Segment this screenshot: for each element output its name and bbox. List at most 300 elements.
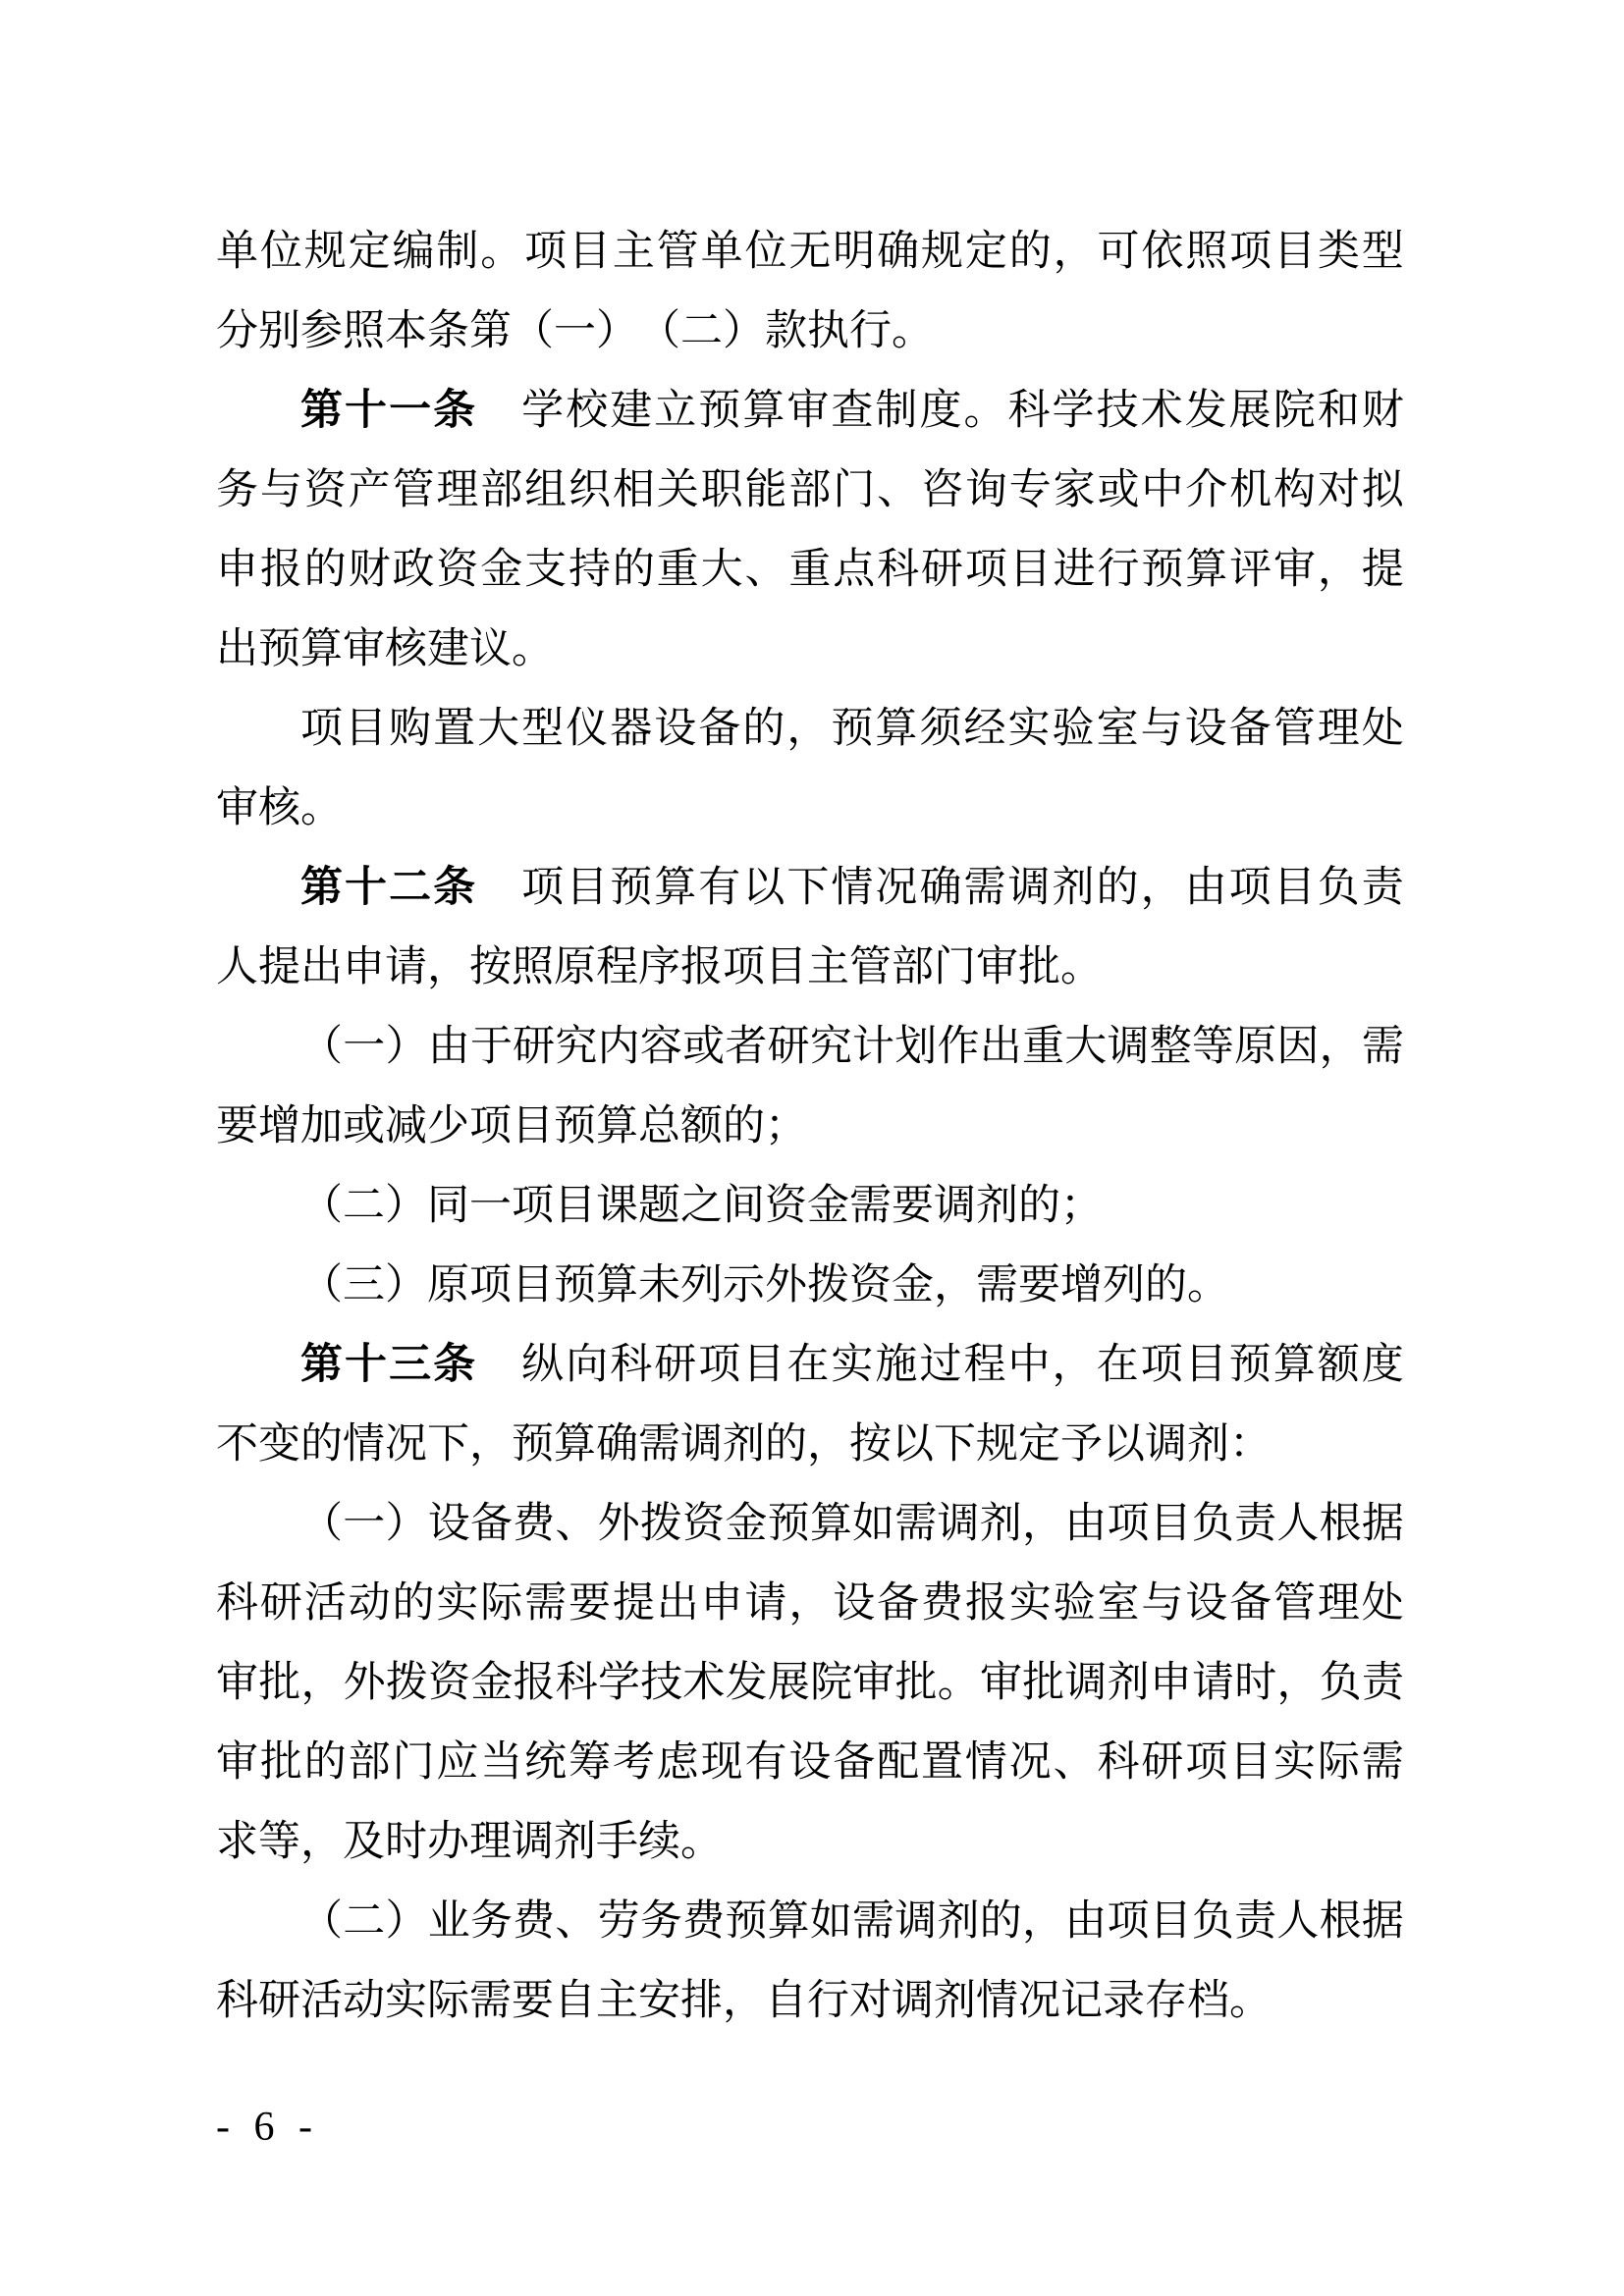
char-glyph: 责: [1361, 1660, 1404, 1706]
text-line: [216, 1246, 1404, 1325]
char-glyph: 设: [1184, 706, 1227, 752]
char-glyph: 要: [1018, 1262, 1060, 1308]
char-glyph: 作: [937, 1024, 980, 1070]
char-glyph: 目: [765, 944, 807, 990]
char-glyph: ；: [1060, 1183, 1103, 1229]
char-glyph: 算: [554, 1421, 596, 1468]
char-glyph: 由: [427, 1024, 470, 1070]
text-line: [216, 1007, 1404, 1087]
char-glyph: 剂: [1187, 1421, 1229, 1468]
char-glyph: 下: [427, 1421, 469, 1468]
char-glyph: 求: [216, 1819, 258, 1865]
char-glyph: 于: [469, 1024, 513, 1070]
char-glyph: 重: [788, 547, 832, 593]
char-glyph: 经: [963, 706, 1006, 752]
char-glyph: ，: [788, 1580, 832, 1627]
char-glyph: 要: [892, 1183, 934, 1229]
char-glyph: 持: [568, 547, 611, 593]
char-glyph: 核: [258, 785, 300, 831]
char-glyph: 机: [1229, 467, 1272, 513]
char-glyph: 内: [597, 1024, 640, 1070]
char-glyph: 与: [259, 467, 302, 513]
char-glyph: 调: [512, 1819, 554, 1865]
char-glyph: 点: [833, 547, 876, 593]
char-glyph: 位: [744, 229, 787, 275]
char-glyph: 剂: [723, 1421, 765, 1468]
char-glyph: ，: [1317, 547, 1360, 593]
char-glyph: 算: [875, 706, 918, 752]
char-glyph: 研: [1141, 1739, 1184, 1786]
char-glyph: 考: [612, 1739, 655, 1786]
char-glyph: 由: [1184, 865, 1227, 911]
char-glyph: 政: [392, 547, 435, 593]
char-glyph: 第: [300, 388, 343, 434]
text-line: [216, 1643, 1404, 1723]
char-glyph: 时: [385, 1819, 427, 1865]
char-glyph: 项: [1229, 229, 1272, 275]
char-glyph: 条: [433, 388, 476, 434]
char-glyph: 拨: [639, 1501, 682, 1547]
char-glyph: 金: [807, 1183, 849, 1229]
char-glyph: 财: [1361, 388, 1404, 434]
char-glyph: 预: [725, 1898, 768, 1945]
char-glyph: 和: [1317, 388, 1360, 434]
char-glyph: 行: [1097, 547, 1140, 593]
char-glyph: ，: [1140, 865, 1183, 911]
char-glyph: 研: [921, 547, 963, 593]
char-glyph: 需: [469, 1978, 512, 2024]
char-glyph: 别: [258, 308, 300, 354]
text-line: [216, 1087, 1404, 1166]
char-glyph: 调: [680, 1421, 723, 1468]
char-glyph: 照: [1185, 229, 1228, 275]
char-glyph: 制: [875, 388, 918, 434]
char-glyph: 对: [1317, 467, 1360, 513]
char-glyph: 设: [788, 1739, 832, 1786]
char-glyph: 。: [680, 1819, 723, 1865]
char-glyph: 项: [1107, 1898, 1150, 1945]
char-glyph: 主: [612, 229, 655, 275]
char-glyph: 二: [389, 865, 432, 911]
char-glyph: 金: [725, 1501, 768, 1547]
char-glyph: [477, 390, 519, 432]
char-glyph: 算: [596, 1262, 638, 1308]
char-glyph: 定: [348, 229, 391, 275]
char-glyph: 备: [1229, 1580, 1272, 1627]
text-line: [216, 1723, 1404, 1802]
char-glyph: 目: [554, 1183, 596, 1229]
char-glyph: 相: [612, 467, 655, 513]
char-glyph: 续: [638, 1819, 680, 1865]
char-glyph: 等: [1191, 1024, 1234, 1070]
char-glyph: ）: [596, 308, 638, 354]
char-glyph: 出: [300, 944, 343, 990]
char-glyph: 自: [554, 1978, 596, 2024]
char-glyph: ）: [385, 1183, 427, 1229]
char-glyph: 的: [979, 1898, 1022, 1945]
char-glyph: 责: [1361, 865, 1404, 911]
char-glyph: [477, 867, 519, 909]
char-glyph: 管: [656, 229, 699, 275]
char-glyph: 拨: [385, 1660, 428, 1706]
char-glyph: 与: [1140, 706, 1183, 752]
char-glyph: 目: [512, 1103, 554, 1149]
char-glyph: 资: [849, 1262, 892, 1308]
char-glyph: 主: [807, 944, 849, 990]
char-glyph: 核: [385, 626, 427, 672]
char-glyph: 备: [698, 706, 741, 752]
char-glyph: 予: [1060, 1421, 1103, 1468]
char-glyph: 度: [1361, 1342, 1404, 1388]
char-glyph: 调: [1145, 1421, 1187, 1468]
char-glyph: 由: [1064, 1501, 1108, 1547]
char-glyph: 批: [258, 1660, 301, 1706]
char-glyph: 。: [1229, 1978, 1272, 2024]
char-glyph: 原: [427, 1262, 469, 1308]
char-glyph: 部: [892, 944, 934, 990]
char-glyph: 活: [303, 1580, 347, 1627]
char-glyph: 部: [480, 467, 523, 513]
char-glyph: 况: [1018, 1978, 1060, 2024]
char-glyph: 项: [524, 229, 568, 275]
char-glyph: ，: [1052, 1342, 1095, 1388]
char-glyph: 管: [1273, 1580, 1316, 1627]
char-glyph: [477, 1344, 519, 1386]
char-glyph: 目: [568, 229, 611, 275]
char-glyph: 报: [680, 944, 723, 990]
char-glyph: 管: [1272, 706, 1316, 752]
char-glyph: 理: [436, 467, 479, 513]
char-glyph: 大: [1064, 1024, 1108, 1070]
char-glyph: 科: [216, 1580, 258, 1627]
char-glyph: 的: [723, 1103, 765, 1149]
char-glyph: 金: [480, 547, 523, 593]
char-glyph: 置: [921, 1739, 963, 1786]
char-glyph: 的: [1018, 1183, 1060, 1229]
char-glyph: 器: [610, 706, 653, 752]
char-glyph: 的: [1008, 229, 1052, 275]
char-glyph: 须: [919, 706, 962, 752]
char-glyph: 加: [300, 1103, 343, 1149]
char-glyph: 项: [521, 865, 565, 911]
text-line: [216, 1564, 1404, 1643]
char-glyph: 同: [427, 1183, 469, 1229]
char-glyph: ）: [385, 1501, 428, 1547]
char-glyph: 算: [300, 626, 343, 672]
char-glyph: 批: [1022, 1660, 1065, 1706]
char-glyph: 务: [639, 1898, 682, 1945]
char-glyph: 需: [524, 1580, 568, 1627]
char-glyph: 、: [877, 467, 920, 513]
char-glyph: 如: [809, 1898, 852, 1945]
char-glyph: 要: [216, 1103, 258, 1149]
char-glyph: 实: [1007, 706, 1051, 752]
char-glyph: （: [512, 308, 554, 354]
char-glyph: 资: [682, 1501, 726, 1547]
char-glyph: 位: [259, 229, 302, 275]
text-line: [216, 1166, 1404, 1246]
char-glyph: 费: [921, 1580, 963, 1627]
char-glyph: 向: [566, 1342, 609, 1388]
char-glyph: 研: [259, 1580, 302, 1627]
char-glyph: 。: [512, 626, 554, 672]
char-glyph: 际: [1317, 1739, 1360, 1786]
char-glyph: 预: [258, 626, 300, 672]
char-glyph: 预: [767, 1501, 810, 1547]
char-glyph: 。: [892, 308, 934, 354]
char-glyph: 下: [786, 865, 830, 911]
char-glyph: 规: [303, 229, 347, 275]
char-glyph: 院: [810, 1660, 853, 1706]
char-glyph: 条: [433, 865, 476, 911]
char-glyph: 一: [343, 1024, 386, 1070]
char-glyph: 大: [700, 547, 743, 593]
char-glyph: 过: [919, 1342, 962, 1388]
char-glyph: 院: [1272, 388, 1316, 434]
char-glyph: 业: [427, 1898, 470, 1945]
char-glyph: 按: [469, 944, 512, 990]
char-glyph: 本: [385, 308, 427, 354]
char-glyph: 况: [385, 1421, 427, 1468]
char-glyph: 以: [1103, 1421, 1145, 1468]
char-glyph: 资: [765, 1183, 807, 1229]
char-glyph: 的: [1145, 1262, 1187, 1308]
char-glyph: ，: [1053, 229, 1096, 275]
char-glyph: ，: [1319, 1024, 1362, 1070]
char-glyph: 预: [512, 1421, 554, 1468]
char-glyph: 审: [976, 944, 1018, 990]
char-glyph: 现: [700, 1739, 743, 1786]
char-glyph: 建: [610, 388, 653, 434]
char-glyph: 项: [698, 1342, 741, 1388]
char-glyph: 费: [513, 1501, 556, 1547]
char-glyph: 列: [1103, 1262, 1145, 1308]
page-number: - 6 -: [216, 2105, 312, 2150]
char-glyph: 剂: [979, 1501, 1022, 1547]
char-glyph: 拟: [1361, 467, 1404, 513]
char-glyph: ，: [786, 706, 830, 752]
char-glyph: 等: [258, 1819, 300, 1865]
char-glyph: 要: [568, 1580, 611, 1627]
char-glyph: 目: [566, 865, 609, 911]
char-glyph: 计: [852, 1024, 895, 1070]
char-glyph: 依: [1141, 229, 1184, 275]
char-glyph: 主: [596, 1978, 638, 2024]
char-glyph: 劳: [597, 1898, 640, 1945]
char-glyph: 、: [744, 547, 787, 593]
char-glyph: 审: [216, 1739, 258, 1786]
char-glyph: 档: [1187, 1978, 1229, 2024]
char-glyph: 进: [1053, 547, 1096, 593]
char-glyph: 在: [1096, 1342, 1139, 1388]
char-glyph: 算: [596, 1103, 638, 1149]
char-glyph: 室: [1097, 1580, 1140, 1627]
char-glyph: 建: [427, 626, 469, 672]
char-glyph: 资: [436, 547, 479, 593]
char-glyph: 二: [343, 1183, 385, 1229]
text-line: [216, 212, 1404, 292]
char-glyph: 参: [300, 308, 343, 354]
char-glyph: 咨: [921, 467, 963, 513]
char-glyph: 审: [216, 785, 258, 831]
char-glyph: 组: [524, 467, 568, 513]
char-glyph: 需: [1361, 1739, 1404, 1786]
char-glyph: 产: [348, 467, 391, 513]
char-glyph: 展: [767, 1660, 810, 1706]
char-glyph: 有: [744, 1739, 787, 1786]
char-glyph: 确: [877, 229, 920, 275]
char-glyph: 确: [596, 1421, 638, 1468]
text-line: [216, 848, 1404, 928]
char-glyph: 费: [682, 1898, 726, 1945]
char-glyph: 实: [1008, 1580, 1052, 1627]
char-glyph: 型: [1361, 229, 1404, 275]
char-glyph: 、: [1053, 1739, 1096, 1786]
char-glyph: 根: [1319, 1898, 1362, 1945]
char-glyph: 据: [1361, 1501, 1404, 1547]
char-glyph: 二: [343, 1898, 386, 1945]
char-glyph: 究: [809, 1024, 852, 1070]
char-glyph: 规: [921, 229, 963, 275]
char-glyph: 备: [469, 1501, 513, 1547]
char-glyph: 调: [937, 1501, 980, 1547]
char-glyph: 的: [742, 706, 785, 752]
char-glyph: 动: [348, 1580, 391, 1627]
char-glyph: 编: [392, 229, 435, 275]
char-glyph: 一: [554, 308, 596, 354]
char-glyph: 研: [258, 1978, 300, 2024]
char-glyph: 处: [1361, 1580, 1404, 1627]
char-glyph: 算: [742, 388, 785, 434]
char-glyph: 设: [1185, 1580, 1228, 1627]
char-glyph: 项: [1140, 1342, 1183, 1388]
char-glyph: 实: [1273, 1739, 1316, 1786]
char-glyph: 算: [1185, 547, 1228, 593]
char-glyph: 需: [1361, 1024, 1404, 1070]
char-glyph: 人: [216, 944, 258, 990]
char-glyph: 剂: [554, 1819, 596, 1865]
char-glyph: 购: [389, 706, 432, 752]
text-line: [216, 1484, 1404, 1564]
char-glyph: 与: [1141, 1580, 1184, 1627]
char-glyph: 设: [427, 1501, 470, 1547]
char-glyph: 况: [1008, 1739, 1052, 1786]
char-glyph: 科: [216, 1978, 258, 2024]
char-glyph: 按: [849, 1421, 892, 1468]
char-glyph: 。: [963, 388, 1006, 434]
char-glyph: 当: [480, 1739, 523, 1786]
char-glyph: 十: [345, 388, 388, 434]
char-glyph: 提: [258, 944, 300, 990]
char-glyph: 动: [343, 1978, 385, 2024]
char-glyph: 审: [216, 1660, 258, 1706]
char-glyph: ）: [385, 1898, 428, 1945]
char-glyph: 审: [852, 1660, 895, 1706]
char-glyph: 纵: [521, 1342, 565, 1388]
char-glyph: 记: [1060, 1978, 1103, 2024]
char-glyph: 调: [1064, 1660, 1108, 1706]
char-glyph: 目: [1272, 865, 1316, 911]
char-glyph: 总: [638, 1103, 680, 1149]
char-glyph: 调: [1007, 865, 1051, 911]
char-glyph: 预: [610, 865, 653, 911]
char-glyph: 审: [786, 388, 830, 434]
char-glyph: 科: [1007, 388, 1051, 434]
char-glyph: 预: [554, 1103, 596, 1149]
char-glyph: 剂: [934, 1978, 976, 2024]
char-glyph: 学: [597, 1660, 640, 1706]
char-glyph: 确: [919, 865, 962, 911]
char-glyph: ，: [300, 1660, 344, 1706]
char-glyph: 项: [1228, 865, 1272, 911]
char-glyph: 财: [348, 547, 391, 593]
char-glyph: 目: [1008, 547, 1052, 593]
char-glyph: 容: [639, 1024, 682, 1070]
char-glyph: 出: [216, 626, 258, 672]
char-glyph: 备: [833, 1739, 876, 1786]
char-glyph: 据: [1361, 1898, 1404, 1945]
char-glyph: 际: [480, 1580, 523, 1627]
char-glyph: 一: [343, 1501, 386, 1547]
char-glyph: 批: [1018, 944, 1060, 990]
char-glyph: 术: [1140, 388, 1183, 434]
char-glyph: 调: [894, 1898, 938, 1945]
char-glyph: ，: [807, 1421, 849, 1468]
char-glyph: 或: [1097, 467, 1140, 513]
char-glyph: 况: [875, 865, 918, 911]
char-glyph: 门: [392, 1739, 435, 1786]
char-glyph: 间: [723, 1183, 765, 1229]
char-glyph: 部: [348, 1739, 391, 1786]
char-glyph: 实: [831, 1342, 874, 1388]
char-glyph: 虑: [656, 1739, 699, 1786]
char-glyph: ：: [1229, 1421, 1272, 1468]
char-glyph: 。: [480, 229, 523, 275]
char-glyph: 申: [1149, 1660, 1192, 1706]
char-glyph: 目: [1273, 229, 1316, 275]
char-glyph: 以: [892, 1421, 934, 1468]
char-glyph: 拨: [807, 1262, 849, 1308]
char-glyph: 需: [849, 1183, 892, 1229]
char-glyph: 科: [610, 1342, 653, 1388]
char-glyph: 第: [469, 308, 512, 354]
char-glyph: 目: [345, 706, 388, 752]
text-line: [216, 1802, 1404, 1882]
char-glyph: 管: [849, 944, 892, 990]
text-line: [216, 1405, 1404, 1484]
char-glyph: （: [300, 1501, 343, 1547]
char-glyph: 项: [1107, 1501, 1150, 1547]
char-glyph: 额: [1317, 1342, 1360, 1388]
char-glyph: 提: [612, 1580, 655, 1627]
char-glyph: 调: [892, 1978, 934, 2024]
char-glyph: 划: [894, 1024, 938, 1070]
char-glyph: 算: [767, 1898, 810, 1945]
char-glyph: 项: [512, 1183, 554, 1229]
char-glyph: 立: [654, 388, 697, 434]
char-glyph: ；: [765, 1103, 807, 1149]
char-glyph: 二: [680, 308, 723, 354]
char-glyph: 置: [433, 706, 476, 752]
char-glyph: 外: [765, 1262, 807, 1308]
char-glyph: 一: [389, 388, 432, 434]
char-glyph: 筹: [568, 1739, 611, 1786]
char-glyph: 根: [1319, 1501, 1362, 1547]
char-glyph: 算: [809, 1501, 852, 1547]
char-glyph: 请: [385, 944, 427, 990]
char-glyph: 条: [427, 308, 469, 354]
char-glyph: 大: [477, 706, 520, 752]
